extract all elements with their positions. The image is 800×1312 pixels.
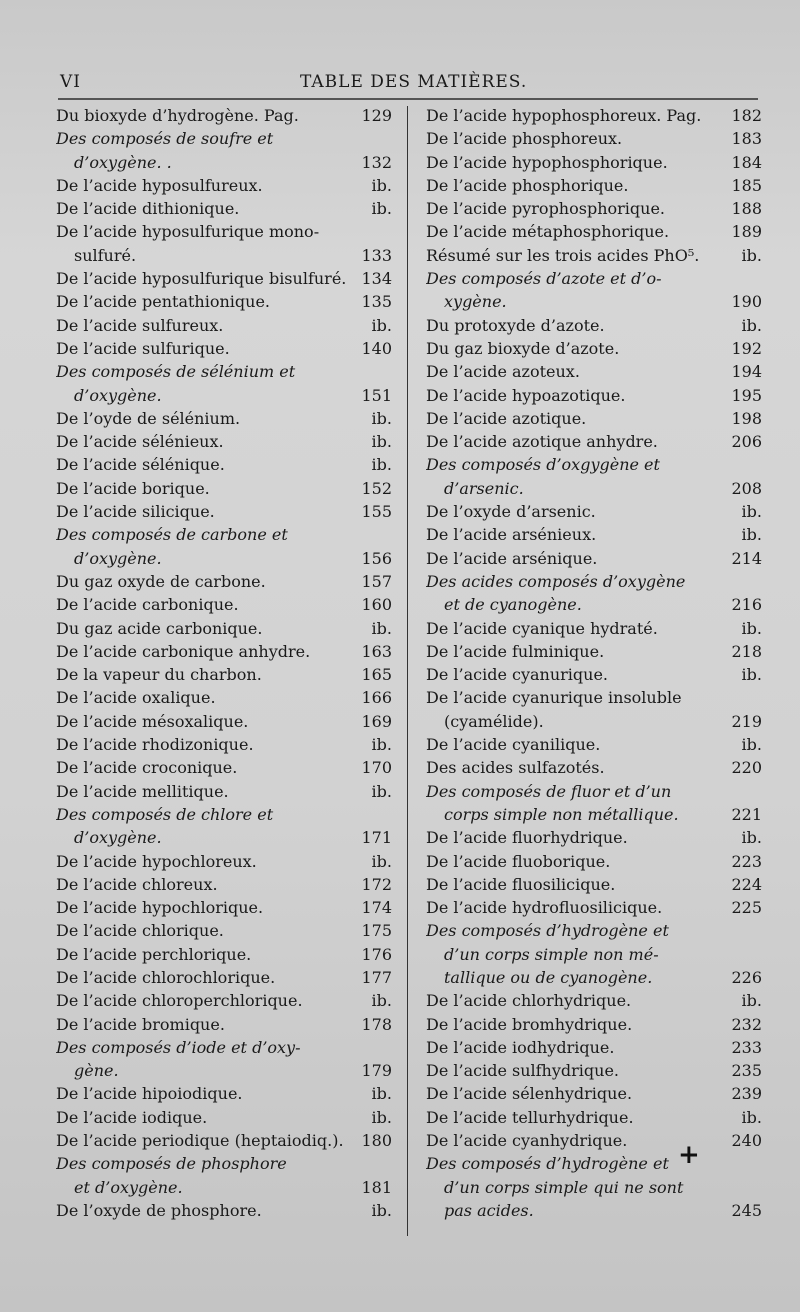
- toc-entry-text: De l’acide rhodizonique.: [56, 735, 254, 755]
- toc-entry: [426, 989, 762, 1012]
- toc-entry: [426, 337, 762, 360]
- toc-entry-text: De l’acide chloreux.: [56, 874, 218, 894]
- toc-entry: [426, 151, 762, 174]
- toc-page-number: 180: [361, 1131, 392, 1151]
- toc-entry-text: De l’acide chlorique.: [56, 921, 224, 941]
- toc-page-number: 224: [731, 874, 762, 894]
- toc-entry: [56, 617, 392, 640]
- toc-page-number: 175: [361, 921, 392, 941]
- toc-entry: [426, 127, 762, 150]
- toc-entry: [56, 453, 392, 476]
- toc-page-number: 206: [731, 432, 762, 452]
- toc-entry-text: De l’acide borique.: [56, 478, 210, 498]
- toc-page-number: 233: [731, 1037, 762, 1057]
- toc-page-number: 216: [731, 595, 762, 615]
- toc-section-heading: [426, 453, 762, 500]
- toc-page-number: 135: [361, 292, 392, 312]
- toc-entry-text: De l’acide azotique.: [426, 408, 587, 428]
- toc-entry-text: d’un corps simple non mé-: [444, 944, 659, 964]
- toc-entry-text: Du gaz acide carbonique.: [56, 618, 263, 638]
- toc-entry-text: De l’acide hypoazotique.: [426, 385, 626, 405]
- toc-page-number: ib.: [371, 618, 392, 638]
- toc-page-number: ib.: [741, 828, 762, 848]
- toc-page-number: 240: [731, 1131, 762, 1151]
- toc-entry-text: De la vapeur du charbon.: [56, 665, 262, 685]
- toc-entry-text: d’oxygène.: [74, 828, 162, 848]
- toc-entry-text: Des composés d’iode et d’oxy-: [56, 1037, 301, 1057]
- toc-entry-text: Des composés de chlore et: [56, 804, 274, 824]
- toc-entry-text: De l’acide arsénique.: [426, 548, 598, 568]
- toc-page-number: 177: [361, 967, 392, 987]
- toc-entry-text: De l’acide phosphoreux.: [426, 129, 623, 149]
- toc-entry: [56, 197, 392, 220]
- toc-entry: [426, 756, 762, 779]
- toc-entry: [56, 220, 392, 267]
- toc-entry: [56, 733, 392, 756]
- toc-entry-text: De l’acide cyanilique.: [426, 735, 601, 755]
- toc-entry-text: De l’acide hipoiodique.: [56, 1084, 243, 1104]
- toc-page-number: ib.: [371, 1084, 392, 1104]
- toc-page-number: ib.: [371, 199, 392, 219]
- toc-page-number: ib.: [371, 1200, 392, 1220]
- toc-entry-text: De l’acide tellurhydrique.: [426, 1107, 634, 1127]
- toc-page-number: ib.: [741, 991, 762, 1011]
- toc-entry: [426, 850, 762, 873]
- toc-entry: [56, 943, 392, 966]
- right-column: [426, 104, 762, 1222]
- toc-entry: [56, 1129, 392, 1152]
- toc-page-number: 174: [361, 898, 392, 918]
- toc-page-number: 182: [731, 106, 762, 125]
- toc-entry-text: d’oxygène.: [74, 548, 162, 568]
- toc-entry-text: De l’acide sulfureux.: [56, 315, 224, 335]
- toc-entry-text: tallique ou de cyanogène.: [444, 967, 653, 987]
- toc-entry-text: De l’oxyde d’arsenic.: [426, 502, 596, 522]
- toc-section-heading: [426, 570, 762, 617]
- toc-entry: [56, 966, 392, 989]
- toc-entry-text: De l’acide pentathionique.: [56, 292, 270, 312]
- page-title: TABLE DES MATIÈRES.: [300, 72, 528, 92]
- toc-page-number: 155: [361, 502, 392, 522]
- toc-page-number: ib.: [371, 408, 392, 428]
- toc-entry-text: d’oxygène.: [74, 385, 162, 405]
- toc-section-heading: [56, 360, 392, 407]
- toc-entry: [56, 477, 392, 500]
- toc-section-heading: [56, 803, 392, 850]
- toc-page-number: 226: [731, 967, 762, 987]
- toc-entry: [56, 710, 392, 733]
- toc-page-number: ib.: [371, 315, 392, 335]
- toc-entry: [56, 663, 392, 686]
- toc-entry: [426, 896, 762, 919]
- toc-entry-text: corps simple non métallique.: [444, 804, 679, 824]
- toc-page-number: 214: [731, 548, 762, 568]
- toc-page-number: 132: [361, 152, 392, 172]
- toc-page-number: ib.: [371, 175, 392, 195]
- toc-entry-text: De l’acide carbonique.: [56, 595, 239, 615]
- toc-entry-text: Des composés de carbone et: [56, 525, 288, 545]
- toc-entry-text: De l’acide hypochlorique.: [56, 898, 264, 918]
- toc-entry-text: De l’acide hypochloreux.: [56, 851, 257, 871]
- toc-page-number: ib.: [741, 1107, 762, 1127]
- toc-entry-text: d’un corps simple qui ne sont: [444, 1177, 684, 1197]
- toc-entry-text: De l’acide cyanurique.: [426, 665, 609, 685]
- toc-page-number: 129: [361, 106, 392, 125]
- toc-entry-text: De l’acide phosphorique.: [426, 175, 629, 195]
- toc-entry-text: De l’acide fluoborique.: [426, 851, 611, 871]
- toc-page-number: 176: [361, 944, 392, 964]
- toc-entry: [56, 593, 392, 616]
- toc-entry-text: De l’acide sulfhydrique.: [426, 1061, 620, 1081]
- toc-entry: [426, 523, 762, 546]
- toc-entry-text: De l’acide sélenhydrique.: [426, 1084, 633, 1104]
- toc-section-heading: [426, 919, 762, 989]
- toc-entry: [426, 244, 762, 267]
- toc-page-number: 179: [361, 1061, 392, 1081]
- toc-entry-text: Des acides composés d’oxygène: [426, 571, 686, 591]
- toc-entry-text: De l’acide chlorochlorique.: [56, 967, 276, 987]
- toc-entry-text: De l’oyde de sélénium.: [56, 408, 241, 428]
- toc-section-heading: [56, 127, 392, 174]
- toc-entry-text: De l’acide cyanhydrique.: [426, 1131, 628, 1151]
- toc-entry: [56, 873, 392, 896]
- toc-page-number: 171: [361, 828, 392, 848]
- toc-entry: [426, 1036, 762, 1059]
- toc-entry-text: Résumé sur les trois acides PhO⁵.: [426, 245, 700, 265]
- toc-section-heading: [426, 780, 762, 827]
- toc-entry-text: et de cyanogène.: [444, 595, 582, 615]
- page-number: VI: [60, 72, 81, 92]
- toc-entry-text: De l’acide carbonique anhydre.: [56, 641, 311, 661]
- toc-page-number: ib.: [741, 735, 762, 755]
- toc-entry-text: De l’acide métaphosphorique.: [426, 222, 670, 242]
- toc-page-number: 225: [731, 898, 762, 918]
- toc-entry-text: et d’oxygène.: [74, 1177, 183, 1197]
- toc-entry: [426, 407, 762, 430]
- toc-page-number: 184: [731, 152, 762, 172]
- toc-entry: [56, 1199, 392, 1222]
- header-rule: [58, 98, 758, 100]
- toc-entry-text: Des composés de soufre et: [56, 129, 274, 149]
- toc-page-number: 194: [731, 362, 762, 382]
- column-divider: [407, 106, 408, 1236]
- toc-entry-text: De l’oxyde de phosphore.: [56, 1200, 262, 1220]
- toc-entry-text: xygène.: [444, 292, 507, 312]
- toc-entry-text: De l’acide hydrofluosilicique.: [426, 898, 663, 918]
- toc-page-number: ib.: [741, 665, 762, 685]
- toc-page-number: ib.: [741, 245, 762, 265]
- toc-page-number: 165: [361, 665, 392, 685]
- toc-page-number: 163: [361, 641, 392, 661]
- toc-entry: [426, 500, 762, 523]
- toc-entry-text: Des composés d’oxgygène et: [426, 455, 660, 475]
- toc-entry-text: De l’acide azotique anhydre.: [426, 432, 658, 452]
- toc-entry-text: Des composés de fluor et d’un: [426, 781, 672, 801]
- toc-page-number: 133: [361, 245, 392, 265]
- toc-entry: [56, 896, 392, 919]
- toc-entry-text: Du gaz bioxyde d’azote.: [426, 338, 620, 358]
- toc-entry-text: De l’acide chlorhydrique.: [426, 991, 632, 1011]
- toc-page-number: 188: [731, 199, 762, 219]
- toc-page-number: 156: [361, 548, 392, 568]
- toc-section-heading: [426, 267, 762, 314]
- toc-entry: [426, 873, 762, 896]
- toc-entry: [56, 407, 392, 430]
- toc-section-heading: [56, 1036, 392, 1083]
- toc-entry: [56, 1013, 392, 1036]
- toc-page-number: 157: [361, 571, 392, 591]
- toc-entry-text: Des composés de phosphore: [56, 1154, 287, 1174]
- toc-entry: [56, 850, 392, 873]
- toc-entry: [426, 174, 762, 197]
- toc-entry-text: De l’acide oxalique.: [56, 688, 216, 708]
- toc-page-number: ib.: [371, 851, 392, 871]
- toc-page-number: 232: [731, 1014, 762, 1034]
- toc-entry-text: Des composés de sélénium et: [56, 362, 296, 382]
- toc-entry: [56, 1082, 392, 1105]
- toc-entry: [426, 360, 762, 383]
- toc-page-number: 166: [361, 688, 392, 708]
- toc-page-number: ib.: [741, 502, 762, 522]
- toc-entry: [426, 1129, 762, 1152]
- toc-entry-text: De l’acide hyposulfureux.: [56, 175, 263, 195]
- toc-page-number: 192: [731, 338, 762, 358]
- toc-entry-text: De l’acide azoteux.: [426, 362, 580, 382]
- toc-entry: [56, 290, 392, 313]
- toc-entry-text: De l’acide dithionique.: [56, 199, 240, 219]
- toc-entry-text: De l’acide mellitique.: [56, 781, 229, 801]
- toc-entry: [56, 1106, 392, 1129]
- toc-page-number: ib.: [371, 455, 392, 475]
- left-column: [56, 104, 392, 1222]
- toc-entry: [426, 547, 762, 570]
- toc-entry-text: De l’acide mésoxalique.: [56, 711, 249, 731]
- toc-entry-text: sulfuré.: [74, 245, 137, 265]
- toc-entry: [426, 733, 762, 756]
- toc-entry-text: De l’acide iodhydrique.: [426, 1037, 615, 1057]
- toc-entry: [56, 570, 392, 593]
- toc-entry-text: De l’acide sélénique.: [56, 455, 225, 475]
- toc-page-number: 185: [731, 175, 762, 195]
- toc-entry-text: gène.: [74, 1061, 119, 1081]
- toc-entry: [426, 197, 762, 220]
- toc-entry: [426, 1082, 762, 1105]
- toc-page-number: 239: [731, 1084, 762, 1104]
- page-header: [60, 72, 750, 98]
- toc-page-number: 198: [731, 408, 762, 428]
- toc-entry-text: Des acides sulfazotés.: [426, 758, 605, 778]
- toc-entry: [426, 663, 762, 686]
- toc-page-number: 219: [731, 711, 762, 731]
- toc-page-number: 134: [361, 269, 392, 289]
- toc-entry-text: De l’acide iodique.: [56, 1107, 208, 1127]
- toc-entry: [56, 919, 392, 942]
- toc-page-number: 195: [731, 385, 762, 405]
- toc-entry: [56, 756, 392, 779]
- toc-entry-text: De l’acide silicique.: [56, 502, 215, 522]
- toc-entry-text: De l’acide sélénieux.: [56, 432, 224, 452]
- toc-entry: [426, 430, 762, 453]
- toc-entry: [426, 1106, 762, 1129]
- toc-entry: [426, 1013, 762, 1036]
- toc-entry-text: De l’acide periodique (heptaiodiq.).: [56, 1131, 344, 1151]
- toc-entry-text: Du bioxyde d’hydrogène. Pag.: [56, 106, 299, 125]
- toc-entry-text: De l’acide cyanurique insoluble: [426, 688, 682, 708]
- toc-entry: [56, 686, 392, 709]
- toc-page-number: 152: [361, 478, 392, 498]
- toc-entry-text: (cyamélide).: [444, 711, 544, 731]
- toc-entry-text: Des composés d’azote et d’o-: [426, 269, 662, 289]
- toc-page-number: 170: [361, 758, 392, 778]
- toc-page-number: 189: [731, 222, 762, 242]
- toc-entry-text: De l’acide perchlorique.: [56, 944, 252, 964]
- toc-entry-text: Du gaz oxyde de carbone.: [56, 571, 266, 591]
- toc-page-number: 140: [361, 338, 392, 358]
- toc-entry: [56, 430, 392, 453]
- toc-entry: [426, 1059, 762, 1082]
- toc-entry-text: De l’acide chloroperchlorique.: [56, 991, 303, 1011]
- toc-entry-text: De l’acide bromhydrique.: [426, 1014, 633, 1034]
- toc-entry: [56, 640, 392, 663]
- toc-entry-text: Des composés d’hydrogène et: [426, 1154, 669, 1174]
- toc-page-number: 160: [361, 595, 392, 615]
- toc-page-number: ib.: [741, 525, 762, 545]
- toc-entry: [56, 780, 392, 803]
- toc-entry: [56, 500, 392, 523]
- toc-entry-text: De l’acide fluosilicique.: [426, 874, 616, 894]
- toc-entry-text: De l’acide pyrophosphorique.: [426, 199, 665, 219]
- toc-entry-text: d’oxygène. .: [74, 152, 172, 172]
- toc-entry: [56, 104, 392, 127]
- toc-entry-text: Du protoxyde d’azote.: [426, 315, 605, 335]
- toc-entry: [426, 384, 762, 407]
- toc-page-number: 223: [731, 851, 762, 871]
- toc-entry-text: De l’acide croconique.: [56, 758, 238, 778]
- toc-page-number: 183: [731, 129, 762, 149]
- toc-entry-text: De l’acide fulminique.: [426, 641, 605, 661]
- toc-page-number: 172: [361, 874, 392, 894]
- toc-entry: [426, 640, 762, 663]
- toc-page-number: 151: [361, 385, 392, 405]
- toc-entry-text: De l’acide hypophosphoreux. Pag.: [426, 106, 702, 125]
- toc-page-number: ib.: [371, 735, 392, 755]
- toc-page-number: 221: [731, 804, 762, 824]
- handwritten-cross-mark: +: [678, 1140, 700, 1170]
- toc-page-number: 178: [361, 1014, 392, 1034]
- toc-page-number: ib.: [371, 991, 392, 1011]
- toc-page-number: ib.: [741, 618, 762, 638]
- toc-entry-text: Des composés d’hydrogène et: [426, 921, 669, 941]
- toc-page-number: 235: [731, 1061, 762, 1081]
- toc-page-number: 190: [731, 292, 762, 312]
- toc-entry: [56, 314, 392, 337]
- toc-entry: [426, 104, 762, 127]
- toc-entry: [426, 617, 762, 640]
- toc-page-number: ib.: [371, 1107, 392, 1127]
- toc-section-heading: [56, 523, 392, 570]
- toc-entry-text: De l’acide hyposulfurique mono-: [56, 222, 320, 242]
- toc-entry: [426, 686, 762, 733]
- toc-entry: [56, 174, 392, 197]
- toc-page-number: 220: [731, 758, 762, 778]
- toc-entry-text: De l’acide arsénieux.: [426, 525, 597, 545]
- toc-entry-text: De l’acide hyposulfurique bisulfuré.: [56, 269, 347, 289]
- toc-page-number: ib.: [741, 315, 762, 335]
- toc-entry: [426, 220, 762, 243]
- toc-page-number: ib.: [371, 432, 392, 452]
- toc-entry-text: De l’acide hypophosphorique.: [426, 152, 668, 172]
- toc-page-number: 169: [361, 711, 392, 731]
- toc-entry-text: De l’acide sulfurique.: [56, 338, 230, 358]
- toc-entry: [56, 989, 392, 1012]
- toc-entry-text: De l’acide fluorhydrique.: [426, 828, 628, 848]
- toc-page-number: 218: [731, 641, 762, 661]
- toc-entry: [426, 826, 762, 849]
- toc-entry: [56, 337, 392, 360]
- toc-entry-text: d’arsenic.: [444, 478, 524, 498]
- toc-page-number: ib.: [371, 781, 392, 801]
- toc-page-number: 245: [731, 1200, 762, 1220]
- toc-entry-text: De l’acide bromique.: [56, 1014, 225, 1034]
- toc-entry: [426, 314, 762, 337]
- toc-page-number: 208: [731, 478, 762, 498]
- toc-entry: [56, 267, 392, 290]
- toc-section-heading: [56, 1152, 392, 1199]
- toc-section-heading: [426, 1152, 762, 1222]
- toc-entry-text: De l’acide cyanique hydraté.: [426, 618, 658, 638]
- toc-page-number: 181: [361, 1177, 392, 1197]
- toc-entry-text: pas acides.: [444, 1200, 534, 1220]
